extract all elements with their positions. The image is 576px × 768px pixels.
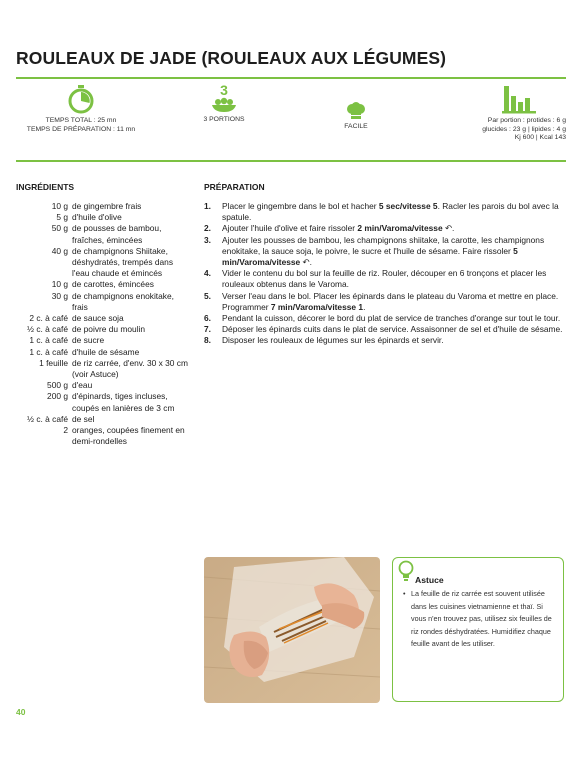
step-number: 7.	[204, 324, 211, 335]
ingredient-quantity: 10 g	[51, 279, 68, 290]
ingredient-quantity: 1 c. à café	[29, 335, 68, 346]
ingredient-quantity: 2	[63, 425, 68, 436]
difficulty-info	[311, 102, 401, 132]
step-text	[222, 324, 564, 335]
ingredient-text: de carottes, émincées	[72, 279, 154, 290]
preparation-step	[204, 335, 564, 346]
step-text	[222, 268, 564, 290]
time-prep: TEMPS DE PRÉPARATION : 11 mn	[26, 125, 136, 133]
preparation-step	[204, 291, 564, 313]
ingredient-text: d'huile d'olive	[72, 212, 122, 223]
ingredient-item	[16, 347, 191, 358]
ingredient-item	[16, 358, 191, 380]
time-total: TEMPS TOTAL : 25 mn	[45, 117, 117, 124]
ingredient-item	[16, 324, 191, 335]
ingredient-text: de sel	[72, 413, 95, 424]
ingredient-item	[16, 223, 191, 245]
ingredient-item	[16, 201, 191, 212]
step-number: 3.	[204, 234, 211, 245]
step-text-part: Ajouter l'huile d'olive et faire rissoler	[222, 223, 358, 234]
page-number: 40	[16, 707, 26, 717]
step-number: 8.	[204, 335, 211, 346]
ingredient-item	[16, 380, 191, 391]
tip-body	[403, 588, 559, 651]
difficulty-label: FACILE	[344, 123, 368, 130]
ingredient-text: de gingembre frais	[72, 201, 142, 211]
ingredient-quantity: 500 g	[47, 380, 68, 391]
bowl-icon	[210, 97, 238, 113]
ingredient-quantity: 1 feuille	[39, 357, 68, 368]
recipe-photo	[204, 557, 380, 703]
ingredient-text: oranges, coupées finement en demi-rondelles	[72, 425, 185, 447]
step-text-part: Disposer les rouleaux de légumes sur les épinards et servir.	[222, 335, 444, 346]
ingredient-item	[16, 291, 191, 313]
preparation-step	[204, 223, 564, 234]
step-text	[222, 235, 564, 269]
stopwatch-icon	[66, 84, 96, 114]
step-text	[222, 291, 564, 313]
step-text	[222, 335, 564, 346]
ingredient-text: de pousses de bambou, fraîches, émincées	[72, 223, 162, 245]
step-text-end: ↶.	[444, 223, 455, 234]
step-setting: 2 min/Varoma/vitesse	[357, 223, 445, 234]
step-text-part: Déposer les épinards cuits dans le plat de service. Assaisonner de sel et d'huile de sésame.	[222, 324, 563, 335]
step-text-part: Vider le contenu du bol sur la feuille de riz. Rouler, découper en 6 tronçons et placer les rouleaux obtenus dans le Varoma.	[222, 268, 547, 290]
step-text-end: ↶.	[302, 257, 312, 268]
ingredient-text: de champignons enokitake, frais	[72, 290, 174, 312]
ingredient-item	[16, 313, 191, 324]
nutrition-line-2: glucides : 23 g | lipides : 4 g	[482, 125, 566, 133]
ingredient-text: d'eau	[72, 380, 93, 391]
recipe-info-bar	[16, 84, 566, 156]
ingredient-quantity: 50 g	[51, 223, 68, 234]
bar-chart-icon	[502, 84, 536, 114]
step-number: 2.	[204, 223, 211, 234]
ingredient-quantity: 1 c. à café	[29, 346, 68, 357]
ingredient-text: d'épinards, tiges incluses, coupés en lanières de 3 cm	[72, 391, 175, 413]
info-divider	[16, 160, 566, 162]
step-number: 5.	[204, 290, 211, 301]
ingredient-item	[16, 425, 191, 447]
step-text	[222, 201, 564, 223]
preparation-step	[204, 324, 564, 335]
step-setting: 5 sec/vitesse 5	[378, 201, 438, 211]
ingredient-text: de sauce soja	[72, 313, 124, 324]
portions-label: 3 PORTIONS	[203, 116, 245, 123]
step-text	[222, 223, 564, 234]
tip-text: La feuille de riz carrée est souvent utilisée dans les cuisines vietnamienne et thaï. Si vous n'en trouvez pas, utilisez six feuilles de riz rondes déshydratées. Humidifiez chaque feuille avant de les utiliser.	[411, 589, 552, 648]
portions-number: 3	[220, 82, 228, 98]
step-text-part: Verser l'eau dans le bol. Placer les épinards dans le plateau du Varoma et mettre en place. Programmer	[222, 290, 559, 312]
nutrition-info	[436, 84, 566, 143]
ingredient-item	[16, 279, 191, 290]
lightbulb-icon	[397, 560, 415, 582]
step-text-part: Placer le gingembre dans le bol et hacher	[222, 201, 379, 211]
time-info	[16, 84, 146, 134]
chef-hat-icon	[346, 102, 366, 120]
preparation-heading: PRÉPARATION	[204, 182, 265, 192]
step-text-end: . Racler les parois du bol avec la spatule.	[222, 201, 559, 223]
step-text-end: .	[363, 301, 366, 312]
ingredient-item	[16, 212, 191, 223]
ingredient-item	[16, 414, 191, 425]
preparation-step	[204, 313, 564, 324]
step-text	[222, 313, 564, 324]
portions-info	[174, 84, 274, 125]
ingredient-item	[16, 391, 191, 413]
ingredient-quantity: 10 g	[51, 201, 68, 211]
preparation-step	[204, 268, 564, 290]
step-number: 4.	[204, 268, 211, 279]
ingredient-text: de riz carrée, d'env. 30 x 30 cm (voir Astuce)	[72, 357, 188, 380]
nutrition-line-3: Kj 600 | Kcal 143	[514, 134, 566, 141]
rolling-rice-paper-photo	[204, 557, 380, 703]
ingredient-item	[16, 335, 191, 346]
preparation-steps	[204, 201, 564, 347]
ingredient-quantity: 30 g	[51, 290, 68, 301]
ingredient-quantity: 2 c. à café	[29, 313, 68, 324]
ingredient-item	[16, 246, 191, 280]
step-text-part: Ajouter les pousses de bambou, les champignons shiitake, la carotte, les champignons enokitake, la sauce soja, le poivre, le sucre et l'huile de sésame. Faire rissoler	[222, 234, 545, 256]
ingredient-quantity: 40 g	[51, 245, 68, 256]
ingredient-text: d'huile de sésame	[72, 346, 140, 357]
nutrition-line-1: Par portion : protides : 6 g	[487, 117, 566, 124]
preparation-step	[204, 235, 564, 269]
ingredient-text: de champignons Shiitake, déshydratés, trempés dans l'eau chaude et émincés	[72, 245, 174, 279]
ingredients-list	[16, 201, 191, 447]
ingredient-quantity: 200 g	[47, 391, 68, 402]
ingredients-heading: INGRÉDIENTS	[16, 182, 75, 192]
tip-box	[392, 557, 564, 702]
tip-bullet: •	[403, 589, 406, 598]
ingredient-quantity: ½ c. à café	[27, 324, 68, 335]
tip-title: Astuce	[415, 575, 444, 585]
ingredient-quantity: ½ c. à café	[27, 413, 68, 424]
recipe-title: ROULEAUX DE JADE (ROULEAUX AUX LÉGUMES)	[16, 48, 447, 68]
step-number: 6.	[204, 313, 211, 324]
ingredient-text: de sucre	[72, 335, 105, 346]
step-setting: 7 min/Varoma/vitesse 1	[270, 301, 364, 312]
step-setting: 5 min/Varoma/vitesse	[222, 245, 518, 268]
ingredient-quantity: 5 g	[56, 212, 68, 223]
title-divider	[16, 77, 566, 79]
preparation-step	[204, 201, 564, 223]
ingredient-text: de poivre du moulin	[72, 324, 146, 335]
step-number: 1.	[204, 201, 211, 211]
step-text-part: Pendant la cuisson, décorer le bord du plat de service de tranches d'orange sur tout le tour.	[222, 313, 561, 324]
